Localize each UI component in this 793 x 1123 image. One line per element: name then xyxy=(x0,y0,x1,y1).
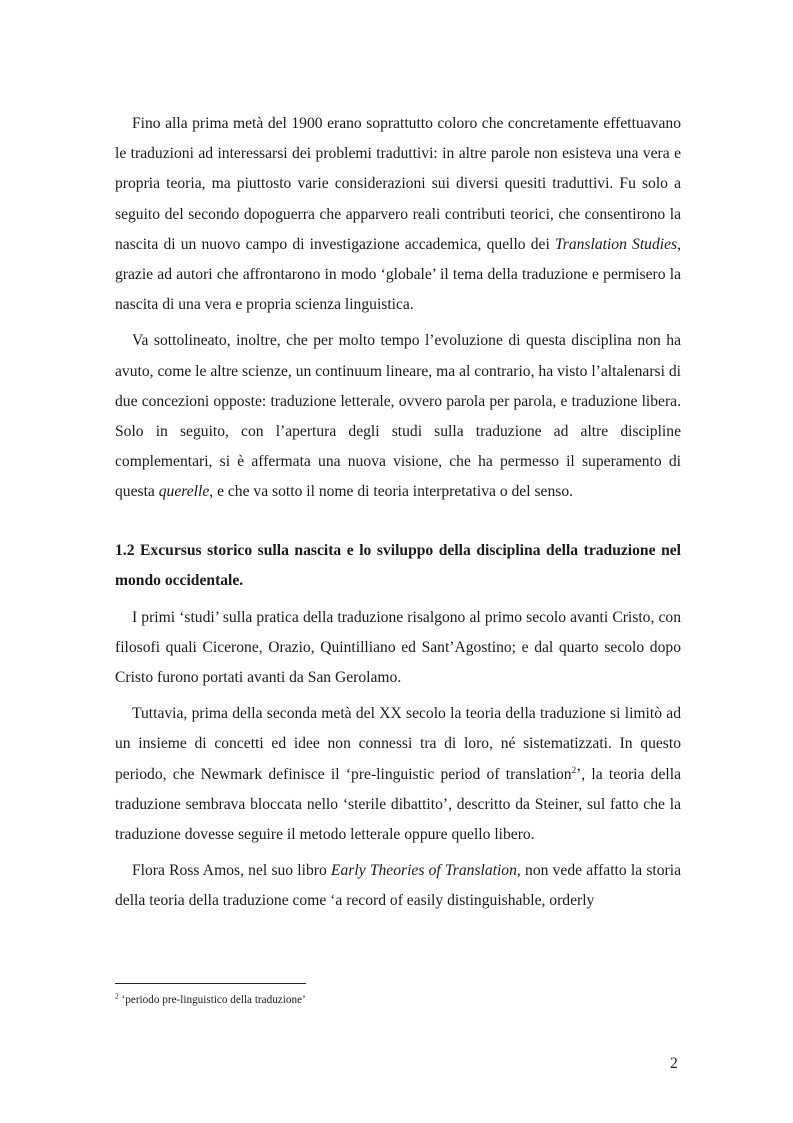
paragraph-4 xyxy=(115,699,681,850)
paragraph-5-italic: Early Theories of Translation xyxy=(330,862,517,880)
paragraph-1 xyxy=(115,109,681,320)
paragraph-4-text-a: Tuttavia, prima della seconda metà del XX secolo la teoria della traduzione si limitò ad un insieme di concetti ed idee non connessi tra di loro, né sistematizzati. In questo periodo, che Newmark definisce il ‘pre-linguistic period of translation xyxy=(115,705,681,783)
paragraph-3: I primi ‘studi’ sulla pratica della traduzione risalgono al primo secolo avanti Cristo, con filosofi quali Cicerone, Orazio, Quintilliano ed Sant’Agostino; e dal quarto secolo dopo Cristo furono portati avanti da San Gerolamo. xyxy=(115,608,681,687)
paragraph-4-text-b: ’, la teoria della traduzione sembrava bloccata nello ‘sterile dibattito’, descritto da Steiner, sul fatto che la traduzione dovesse seguire il metodo letterale oppure quello libero. xyxy=(115,765,681,844)
paragraph-1-text-b: , grazie ad autori che affrontarono in modo ‘globale’ il tema della traduzione e permisero la nascita di una vera e propria scienza linguistica. xyxy=(115,235,681,314)
paragraph-2-text-b: , e che va sotto il nome di teoria interpretativa o del senso. xyxy=(209,483,574,501)
footnote-number: 2 xyxy=(115,991,119,1001)
paragraph-1-text-a: Fino alla prima metà del 1900 erano soprattutto coloro che concretamente effettuavano le traduzioni ad interessarsi dei problemi traduttivi: in altre parole non esisteva una vera e propria teoria, ma piuttosto varie considerazioni sui diversi quesiti traduttivi. Fu solo a seguito del secondo dopoguerra che apparvero reali contributi teorici, che consentirono la nascita di un nuovo campo di investigazione accademica, quello dei xyxy=(115,115,681,253)
footnote-reference[interactable]: 2 xyxy=(571,764,577,775)
paragraph-1-italic: Translation Studies xyxy=(554,235,678,253)
paragraph-2-italic: querelle xyxy=(158,483,210,501)
section-heading: 1.2 Excursus storico sulla nascita e lo sviluppo della disciplina della traduzione nel mondo occidentale. xyxy=(115,541,681,589)
paragraph-5-text-b: , non vede affatto la storia della teoria della traduzione come ‘a record of easily distinguishable, orderly xyxy=(115,862,681,910)
paragraph-2-text-a: Va sottolineato, inoltre, che per molto tempo l’evoluzione di questa disciplina non ha avuto, come le altre scienze, un continuum lineare, ma al contrario, ha visto l’altalenarsi di due concezioni opposte: traduzione letterale, ovvero parola per parola, e traduzione libera. Solo in seguito, con l’apertura degli studi sulla traduzione ad altre discipline complementari, si è affermata una nuova visione, che ha permesso il superamento di questa xyxy=(115,332,681,501)
footnote-text: ‘periodo pre-linguistico della traduzione’ xyxy=(118,994,306,1006)
page-body xyxy=(115,109,681,917)
paragraph-5 xyxy=(115,856,681,916)
footnote-divider xyxy=(115,983,306,984)
footnote xyxy=(115,993,306,1007)
paragraph-5-text-a: Flora Ross Amos, nel suo libro xyxy=(132,862,331,880)
paragraph-2 xyxy=(115,326,681,507)
page-number: 2 xyxy=(670,1055,678,1072)
